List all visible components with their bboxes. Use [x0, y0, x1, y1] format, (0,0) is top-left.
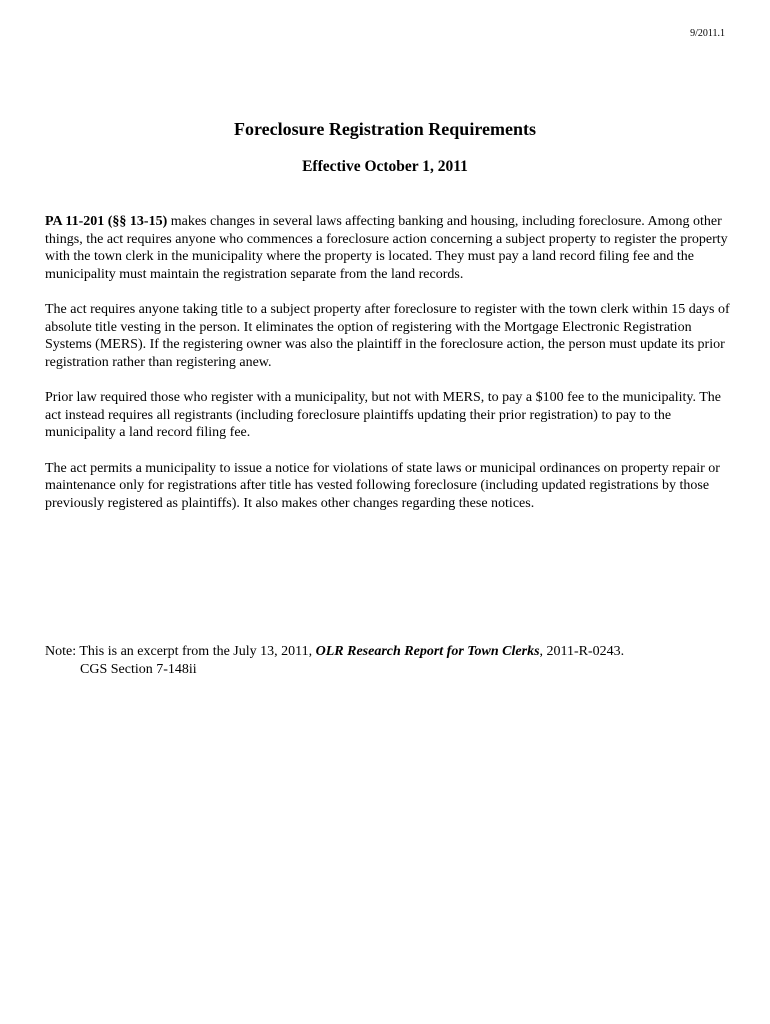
source-note — [45, 643, 730, 678]
report-name: OLR Research Report for Town Clerks — [315, 644, 540, 659]
note-line — [45, 643, 730, 661]
note-prefix: Note: This is an excerpt from the July 13, 2011, — [45, 644, 316, 659]
document-subtitle: Effective October 1, 2011 — [302, 158, 468, 175]
paragraph-3: Prior law required those who register with a municipality, but not with MERS, to pay a $100 fee to the municipality. The act instead requires all registrants (including foreclosure plaintiffs updating their prior registration) to pay to the municipality a land record filing fee. — [45, 390, 722, 440]
paragraph-2: The act requires anyone taking title to a subject property after foreclosure to register with the town clerk within 15 days of absolute title vesting in the person. It eliminates the option of registering with the Mortgage Electronic Registration Systems (MERS). If the registering owner was also the plaintiff in the foreclosure action, the person must update its prior registration rather than registering anew. — [45, 302, 730, 370]
paragraph-1-text: makes changes in several laws affecting banking and housing, including foreclosure. Among other things, the act requires anyone who commences a foreclosure action concerning a subject property to register the property with the town clerk in the municipality where the property is located. They must pay a land record filing fee and the municipality must maintain the registration separate from the land records. — [45, 214, 728, 282]
note-suffix: , 2011-R-0243. — [539, 644, 625, 659]
paragraph-4: The act permits a municipality to issue a notice for violations of state laws or municipal ordinances on property repair or maintenance only for registrations after title has vested following foreclosure (including updated registrations by those previously registered as plaintiffs). It also makes other changes regarding these notices. — [45, 460, 720, 511]
paragraph-1 — [45, 213, 730, 283]
act-citation: PA 11-201 (§§ 13-15) — [45, 214, 168, 229]
page-number: 9/2011.1 — [690, 28, 725, 39]
cgs-citation: CGS Section 7-148ii — [80, 661, 197, 677]
document-body — [45, 213, 730, 530]
document-title: Foreclosure Registration Requirements — [234, 119, 536, 139]
